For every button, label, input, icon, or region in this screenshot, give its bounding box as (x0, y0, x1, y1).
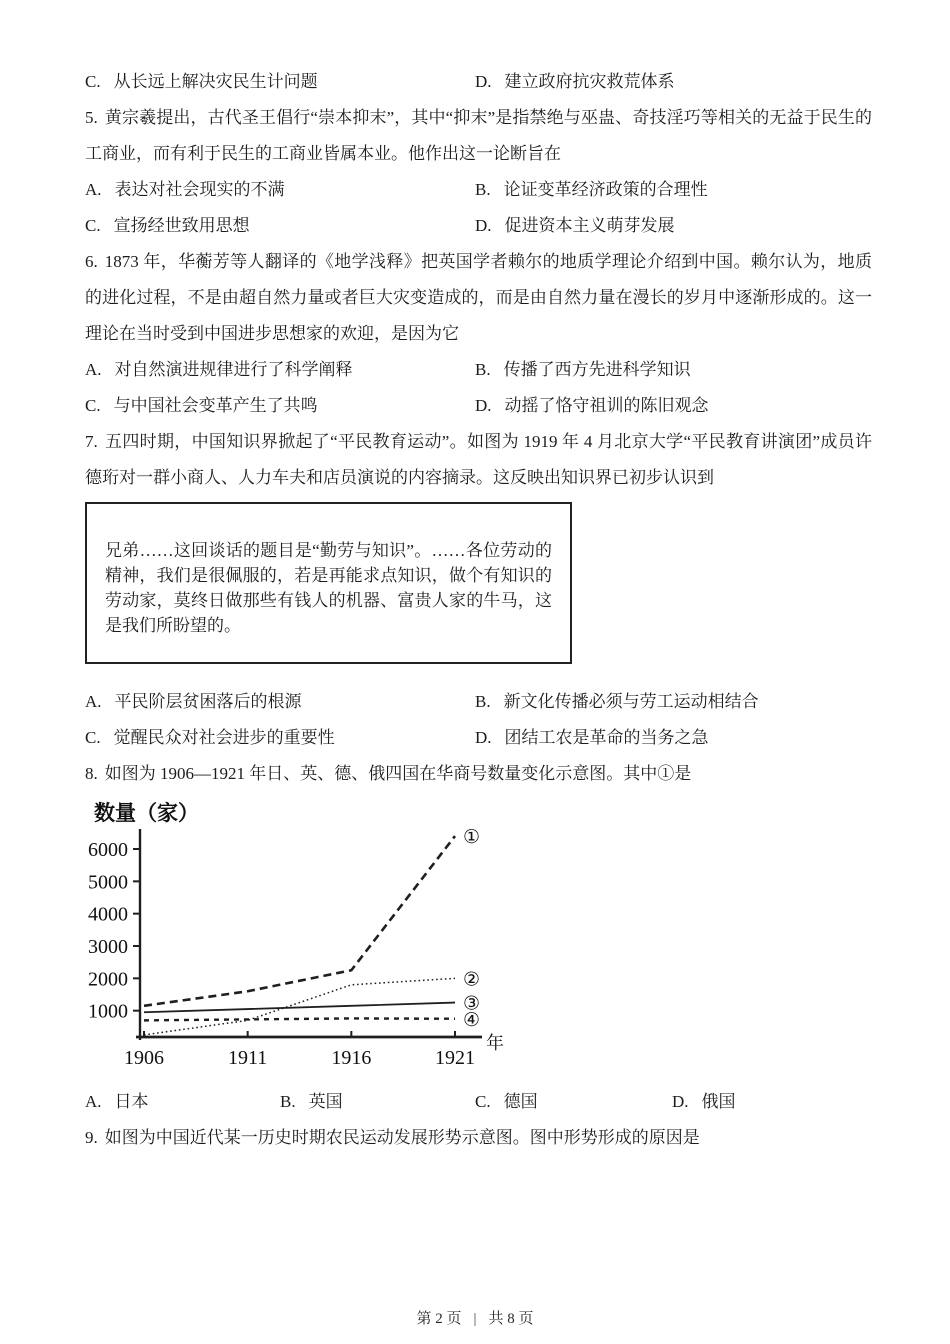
q6-option-a (85, 352, 475, 388)
q4-option-c (85, 64, 475, 100)
chart-y-tick-label: 1000 (88, 1000, 128, 1023)
q8-stem (85, 756, 872, 792)
option-letter: B. (475, 360, 491, 379)
footer-total-pages: 共 8 页 (488, 1311, 534, 1327)
q6-stem (85, 244, 872, 352)
footer-separator: | (473, 1311, 477, 1327)
option-letter: D. (475, 396, 492, 415)
q5-option-c (85, 208, 475, 244)
chart-x-tick-label: 1921 (435, 1047, 475, 1069)
option-letter: A. (85, 692, 102, 711)
chart-series-line-dashed (144, 836, 455, 1006)
q5-number: 5. (85, 108, 98, 127)
option-text: 平民阶层贫困落后的根源 (114, 692, 302, 711)
option-text: 英国 (308, 1092, 343, 1111)
q8-option-c (475, 1084, 672, 1120)
option-text: 表达对社会现实的不满 (114, 180, 285, 199)
q6-options-row-2 (85, 388, 872, 424)
chart-ylabel: 数量（家） (94, 801, 199, 825)
option-text: 与中国社会变革产生了共鸣 (113, 396, 318, 415)
q8-option-a (85, 1084, 280, 1120)
q8-option-b (280, 1084, 475, 1120)
q4-options-row (85, 64, 872, 100)
page-footer (0, 1307, 950, 1328)
option-letter: D. (475, 728, 492, 747)
q6-option-c (85, 388, 475, 424)
option-letter: B. (280, 1092, 296, 1111)
option-text: 俄国 (701, 1092, 736, 1111)
option-letter: C. (85, 72, 101, 91)
chart-x-axis-suffix: 年 (486, 1033, 504, 1053)
q6-option-d (475, 388, 872, 424)
q8-number: 8. (85, 764, 98, 783)
q7-option-d (475, 720, 872, 756)
q7-options (85, 684, 872, 756)
chart-series-label: ④ (463, 1009, 481, 1031)
q7-option-a (85, 684, 475, 720)
q5-options-row-2 (85, 208, 872, 244)
q5-option-d (475, 208, 872, 244)
option-letter: C. (85, 396, 101, 415)
option-letter: B. (475, 180, 491, 199)
q7-options-row-1 (85, 684, 872, 720)
q6-options-row-1 (85, 352, 872, 388)
q8-chart (70, 796, 520, 1076)
chart-y-tick-label: 3000 (88, 936, 128, 958)
footer-page-number: 第 2 页 (416, 1311, 462, 1327)
chart-x-tick-label: 1906 (124, 1047, 164, 1069)
q8-chart-svg (70, 796, 520, 1076)
option-letter: C. (85, 216, 101, 235)
option-letter: A. (85, 1092, 102, 1111)
option-letter: A. (85, 180, 102, 199)
option-letter: D. (672, 1092, 689, 1111)
q8-stem-text: 如图为 1906—1921 年日、英、德、俄四国在华商号数量变化示意图。其中①是 (104, 764, 692, 783)
q7-option-b (475, 684, 872, 720)
q5-stem (85, 100, 872, 172)
q6-number: 6. (85, 252, 98, 271)
q5-stem-text: 黄宗羲提出，古代圣王倡行“崇本抑末”，其中“抑末”是指禁绝与巫蛊、奇技淫巧等相关的无益于民生的工商业，而有利于民生的工商业皆属本业。他作出这一论断旨在 (85, 108, 872, 163)
option-letter: C. (475, 1092, 491, 1111)
q6-option-b (475, 352, 872, 388)
option-text: 新文化传播必须与劳工运动相结合 (503, 692, 759, 711)
option-text: 觉醒民众对社会进步的重要性 (113, 728, 335, 747)
chart-series-line-solid (144, 1003, 455, 1013)
chart-series-line-short-dash (144, 1018, 455, 1020)
option-text: 论证变革经济政策的合理性 (503, 180, 708, 199)
chart-series-label: ③ (463, 993, 481, 1015)
q9-stem-text: 如图为中国近代某一历史时期农民运动发展形势示意图。图中形势形成的原因是 (104, 1128, 700, 1147)
chart-y-tick-label: 5000 (88, 871, 128, 894)
q7-quote-text: 兄弟……这回谈话的题目是“勤劳与知识”。……各位劳动的精神，我们是很佩服的，若是再能求点知识，做个有知识的劳动家，莫终日做那些有钱人的机器、富贵人家的牛马，这是我们所盼望的。 (105, 541, 552, 635)
q7-stem-text: 五四时期，中国知识界掀起了“平民教育运动”。如图为 1919 年 4 月北京大学“平民教育讲演团”成员许德珩对一群小商人、人力车夫和店员演说的内容摘录。这反映出知识界已初步认识到 (85, 432, 872, 487)
chart-series-label: ① (463, 827, 481, 849)
chart-series-label: ② (463, 969, 481, 991)
q7-stem (85, 424, 872, 496)
option-text: 动摇了恪守祖训的陈旧观念 (504, 396, 709, 415)
q7-options-row-2 (85, 720, 872, 756)
option-text: 德国 (503, 1092, 538, 1111)
option-text: 宣扬经世致用思想 (113, 216, 250, 235)
chart-y-tick-label: 2000 (88, 968, 128, 991)
q6-stem-text: 1873 年，华蘅芳等人翻译的《地学浅释》把英国学者赖尔的地质学理论介绍到中国。赖尔认为，地质的进化过程，不是由超自然力量或者巨大灾变造成的，而是由自然力量在漫长的岁月中逐渐形成的。这一理论在当时受到中国进步思想家的欢迎，是因为它 (85, 252, 872, 343)
option-text: 从长远上解决灾民生计问题 (113, 72, 318, 91)
option-text: 促进资本主义萌芽发展 (504, 216, 675, 235)
q7-quote-box (85, 502, 572, 664)
option-letter: C. (85, 728, 101, 747)
option-letter: D. (475, 216, 492, 235)
q8-options-row (85, 1084, 872, 1120)
option-letter: D. (475, 72, 492, 91)
option-letter: B. (475, 692, 491, 711)
q9-number: 9. (85, 1128, 98, 1147)
q4-option-d (475, 64, 872, 100)
q9-stem (85, 1120, 872, 1156)
chart-x-tick-label: 1911 (228, 1047, 268, 1069)
q5-option-a (85, 172, 475, 208)
q5-options-row-1 (85, 172, 872, 208)
chart-x-tick-label: 1916 (331, 1047, 372, 1069)
chart-y-tick-label: 6000 (88, 839, 128, 861)
option-letter: A. (85, 360, 102, 379)
q7-number: 7. (85, 432, 98, 451)
chart-y-tick-label: 4000 (88, 903, 128, 926)
option-text: 日本 (114, 1092, 149, 1111)
q7-option-c (85, 720, 475, 756)
option-text: 对自然演进规律进行了科学阐释 (114, 360, 353, 379)
q8-option-d (672, 1084, 872, 1120)
q5-option-b (475, 172, 872, 208)
option-text: 团结工农是革命的当务之急 (504, 728, 709, 747)
option-text: 传播了西方先进科学知识 (503, 360, 691, 379)
option-text: 建立政府抗灾救荒体系 (504, 72, 675, 91)
